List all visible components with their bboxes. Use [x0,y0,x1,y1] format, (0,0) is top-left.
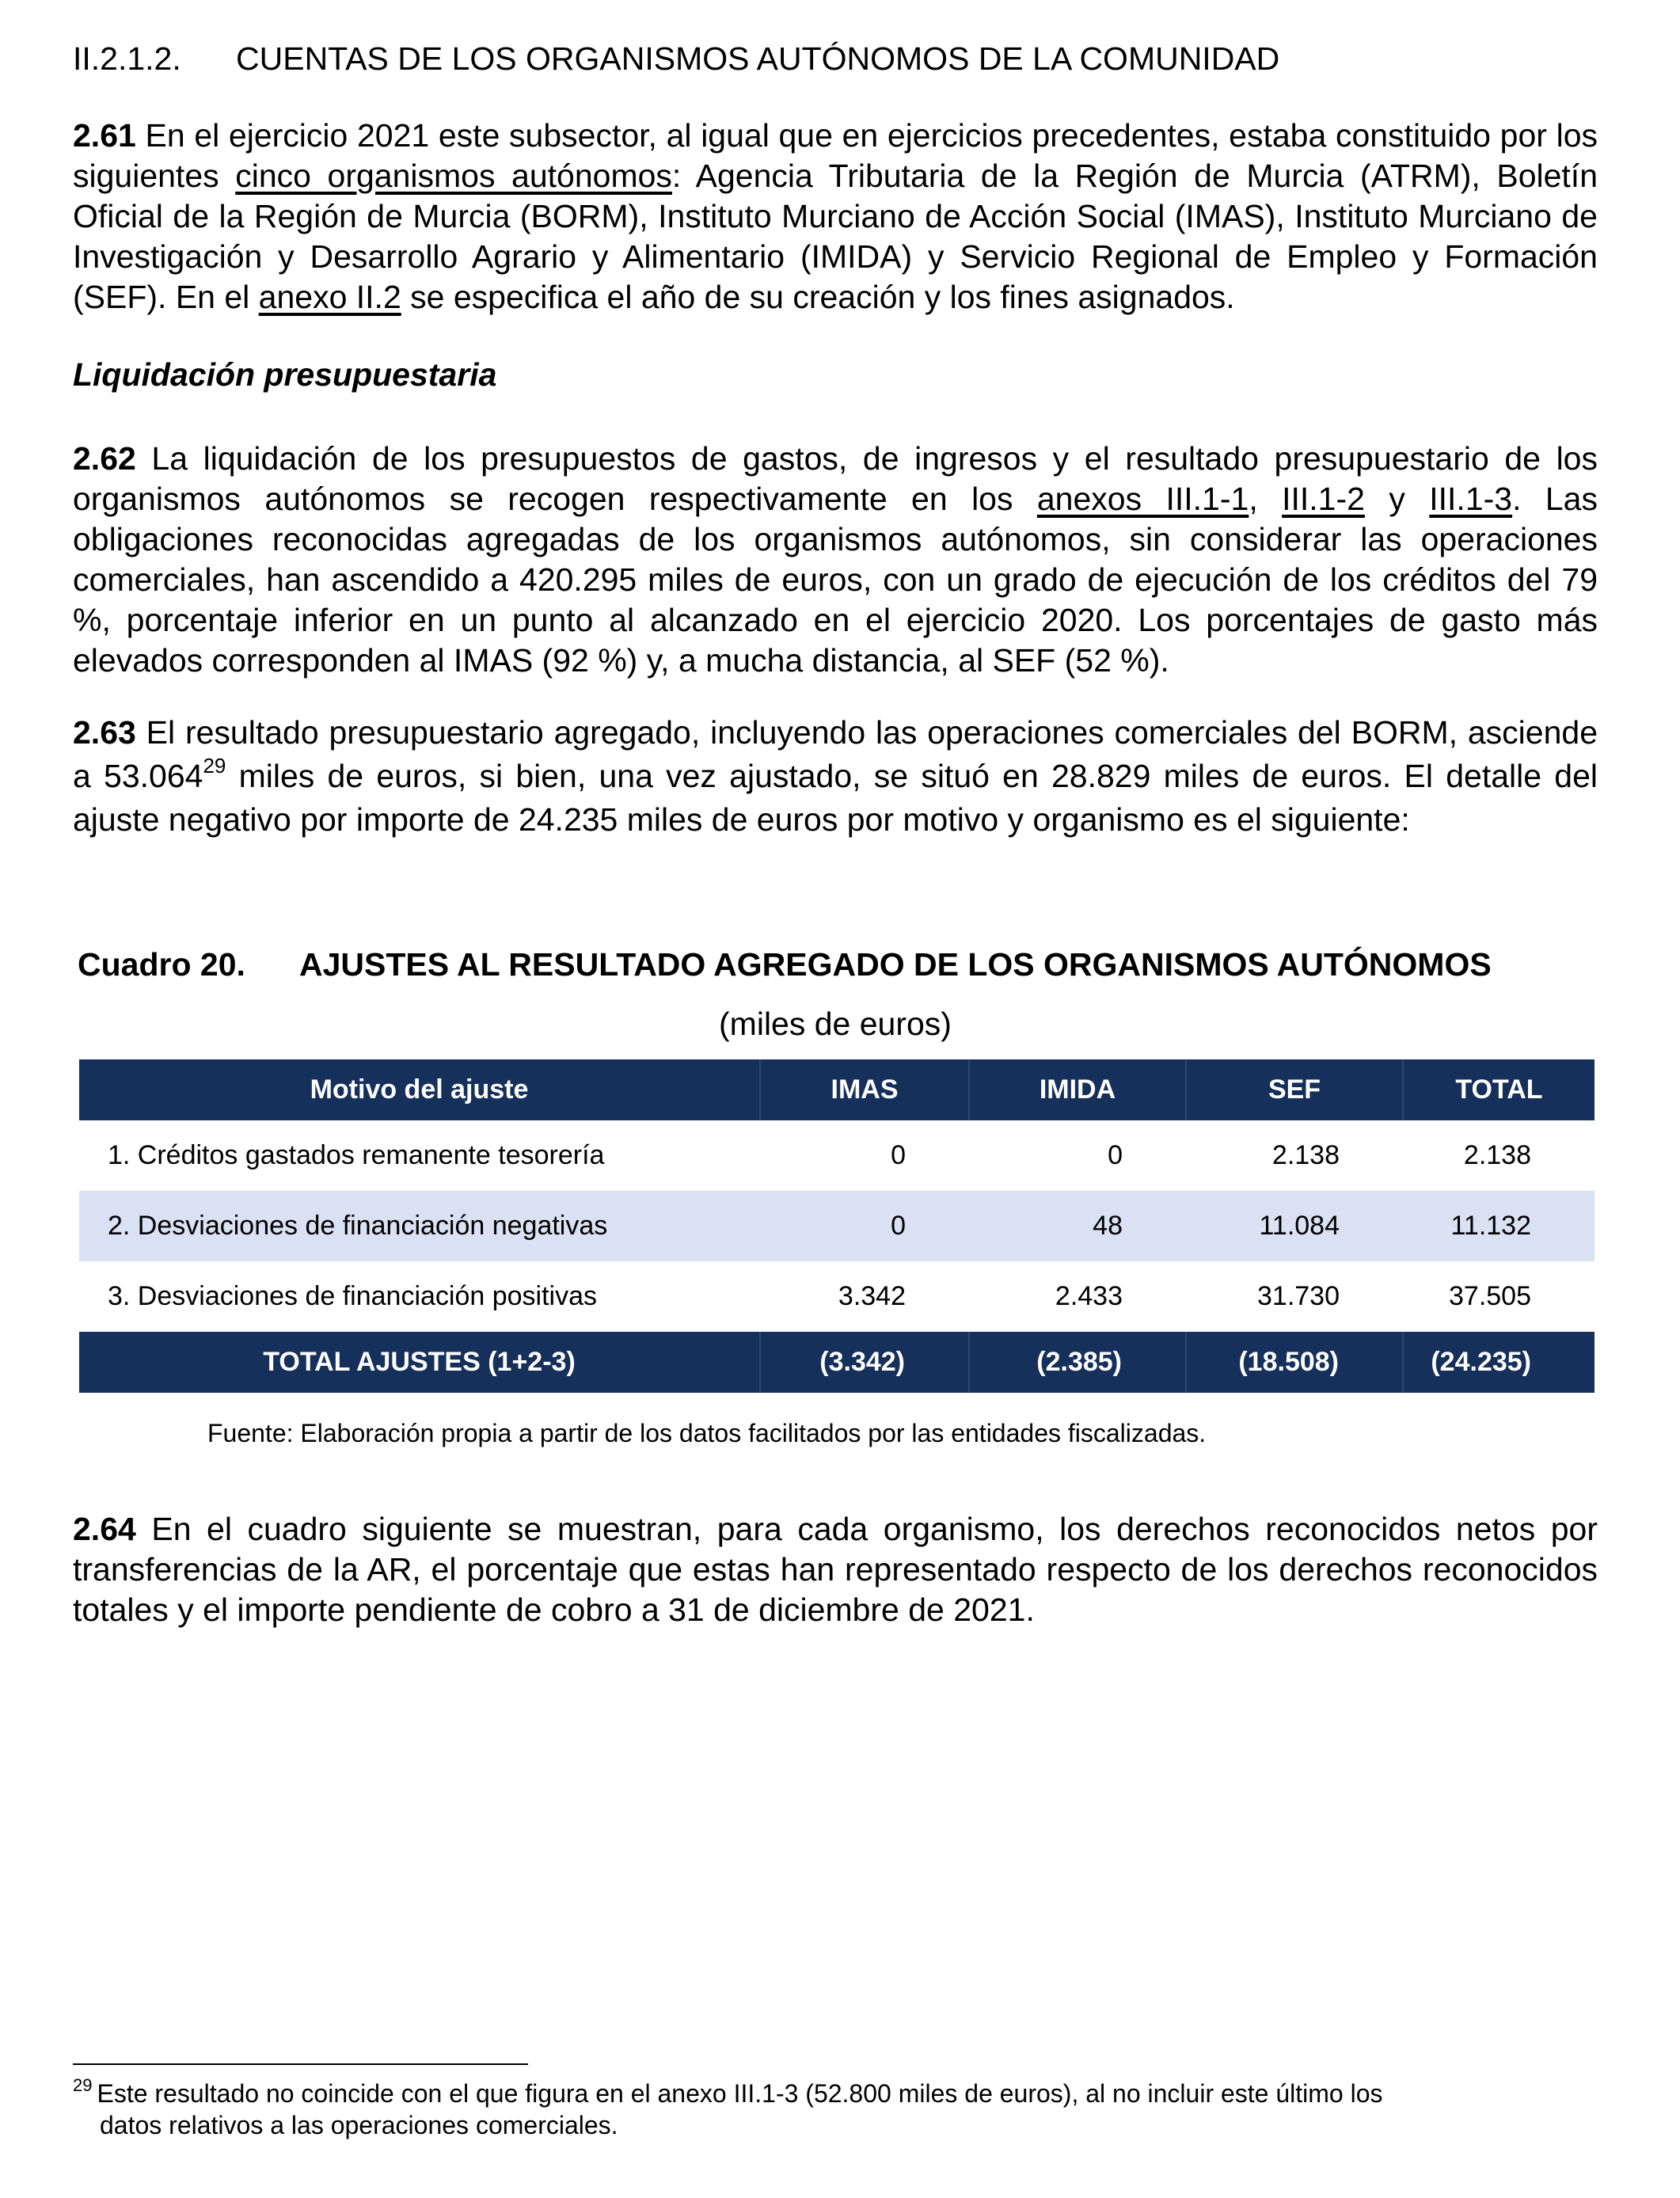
link-anexo-iii-1-1[interactable]: anexos III.1-1 [1036,481,1249,517]
header-total: TOTAL [1403,1059,1594,1120]
link-anexo-iii-1-3[interactable]: III.1-3 [1429,481,1513,517]
total-sef: (18.508) [1186,1332,1403,1393]
total-total: (24.235) [1403,1332,1594,1393]
footnote-reference[interactable]: 29 [203,754,226,778]
footnote [73,2075,1598,2141]
paragraph-2-64: 2.64 En el cuadro siguiente se muestran, para cada organismo, los derechos reconocidos netos por transferencias de la AR, el porcentaje que estas han representado respecto de los derechos reconocidos totales y el importe pendiente de cobro a 31 de diciembre de 2021. [73,1511,1598,1628]
subheading-liquidacion: Liquidación presupuestaria [73,356,497,393]
header-imida: IMIDA [969,1059,1186,1120]
cell-imas: 3.342 [838,1281,906,1311]
adjustments-table [79,1059,1594,1393]
paragraph-number: 2.61 [73,117,136,154]
table-row [79,1261,1594,1332]
cell-sef: 31.730 [1257,1281,1340,1311]
table-title: AJUSTES AL RESULTADO AGREGADO DE LOS ORGANISMOS AUTÓNOMOS [299,946,1492,983]
paragraph-2-61: 2.61 En el ejercicio 2021 este subsector, al igual que en ejercicios precedentes, estaba constituido por los siguientes cinco organismos autónomos: Agencia Tributaria de la Región de Murcia (ATRM), Boletín Oficial de la Región de Murcia (BORM), Instituto Murciano de Acción Social (IMAS), Instituto Murciano de Investigación y Desarrollo Agrario y Alimentario (IMIDA) y Servicio Regional de Empleo y Formación (SEF). En el anexo II.2 se especifica el año de su creación y los fines asignados. [73,117,1598,315]
table-row [79,1191,1594,1261]
paragraph-number: 2.63 [73,714,136,751]
cell-imas: 0 [891,1140,906,1170]
footnote-number: 29 [73,2075,93,2095]
cell-sef: 11.084 [1186,1191,1403,1261]
link-anexo-iii-1-2[interactable]: III.1-2 [1282,481,1365,517]
row-label: 2. Desviaciones de financiación negativas [79,1191,760,1261]
row-label: 3. Desviaciones de financiación positivas [108,1281,598,1311]
table-number: Cuadro 20. [78,946,245,983]
cell-imas: 0 [760,1191,969,1261]
footnote-line-2: datos relativos a las operaciones comerciales. [100,2111,618,2139]
section-number: II.2.1.2. [73,40,181,77]
header-motivo: Motivo del ajuste [79,1059,760,1120]
table-caption [78,942,1598,987]
table-units: (miles de euros) [719,1006,952,1042]
paragraph-number: 2.64 [73,1511,136,1547]
table-total-row [79,1332,1594,1393]
section-title: CUENTAS DE LOS ORGANISMOS AUTÓNOMOS DE LA COMUNIDAD [236,40,1280,77]
header-sef: SEF [1186,1059,1403,1120]
table-row [79,1120,1594,1191]
cell-total: 11.132 [1403,1191,1594,1261]
cell-imida: 0 [1108,1140,1123,1170]
footnote-line-1: Este resultado no coincide con el que figura en el anexo III.1-3 (52.800 miles de euros), al no incluir este último los [97,2079,1383,2108]
cell-imida: 48 [969,1191,1186,1261]
paragraph-2-63: 2.63 El resultado presupuestario agregado, incluyendo las operaciones comerciales del BORM, asciende a 53.064$^{29}$ miles de euros, si bien, una vez ajustado, se situó en 28.829 miles de euros. El detalle del ajuste negativo por importe de 24.235 miles de euros por motivo y organismo es el siguiente: [73,714,1598,838]
total-imas: (3.342) [760,1332,969,1393]
cell-total: 2.138 [1463,1140,1531,1170]
table-header-row [79,1059,1594,1120]
row-label: 1. Créditos gastados remanente tesorería [108,1140,605,1170]
cell-imida: 2.433 [1055,1281,1123,1311]
header-imas: IMAS [760,1059,969,1120]
link-cinco-organismos[interactable]: cinco organismos autónomos [235,158,672,194]
footnote-divider [73,2063,528,2065]
total-imida: (2.385) [969,1332,1186,1393]
cell-sef: 2.138 [1271,1140,1340,1170]
section-heading [73,36,1279,81]
table-source: Fuente: Elaboración propia a partir de los datos facilitados por las entidades fiscalizadas. [207,1419,1207,1447]
cell-total: 37.505 [1449,1281,1531,1311]
paragraph-number: 2.62 [73,440,136,477]
link-anexo-ii-2[interactable]: anexo II.2 [258,279,401,315]
total-label: TOTAL AJUSTES (1+2-3) [79,1332,760,1393]
paragraph-2-62: 2.62 La liquidación de los presupuestos de gastos, de ingresos y el resultado presupuestario de los organismos autónomos se recogen respectivamente en los anexos III.1-1, III.1-2 y III.1-3. Las obligaciones reconocidas agregadas de los organismos autónomos, sin considerar las operaciones comerciales, han ascendido a 420.295 miles de euros, con un grado de ejecución de los créditos del 79 %, porcentaje inferior en un punto al alcanzado en el ejercicio 2020. Los porcentajes de gasto más elevados corresponden al IMAS (92 %) y, a mucha distancia, al SEF (52 %). [73,440,1598,679]
